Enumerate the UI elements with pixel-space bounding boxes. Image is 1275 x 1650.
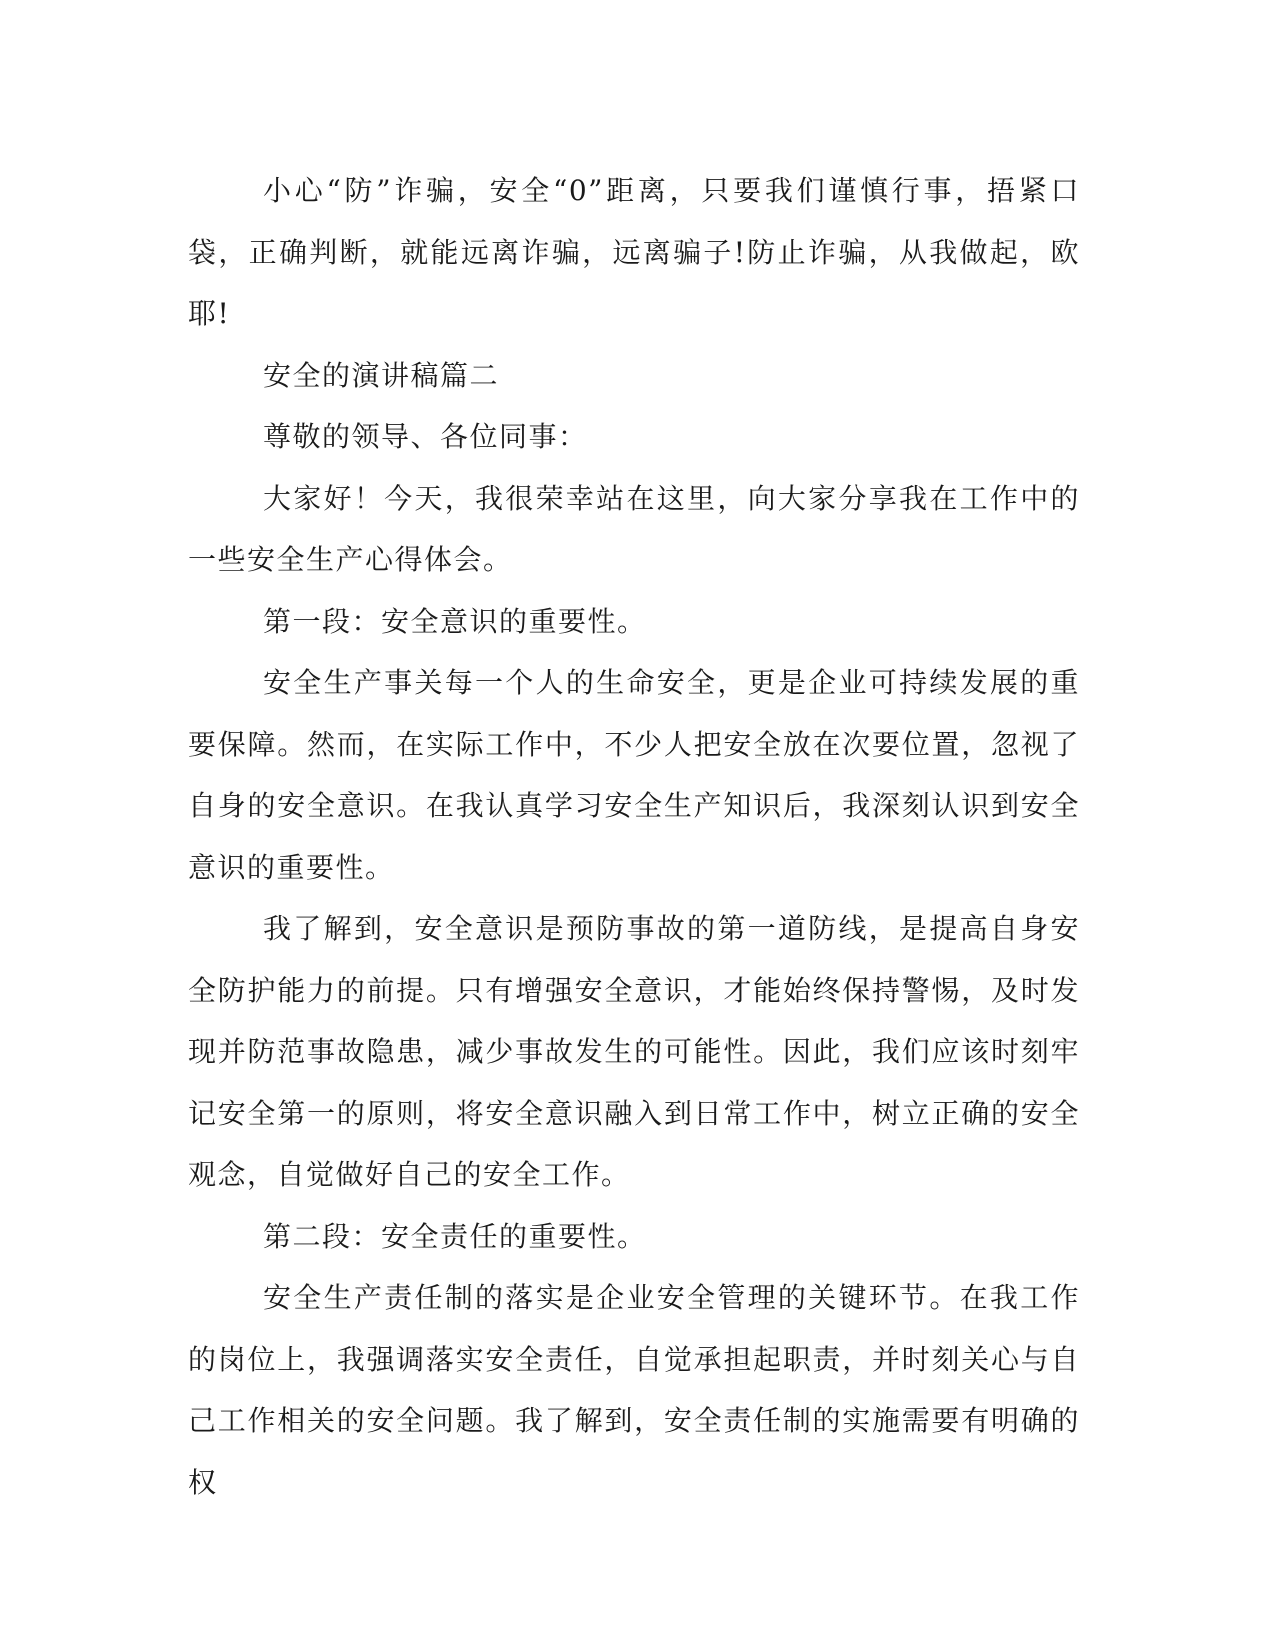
paragraph-anti-fraud-closing: 小心“防”诈骗，安全“0”距离，只要我们谨慎行事，捂紧口袋，正确判断，就能远离诈骗，远离骗子!防止诈骗，从我做起，欧耶! <box>188 174 1080 330</box>
paragraph-safety-awareness-detail: 我了解到，安全意识是预防事故的第一道防线，是提高自身安全防护能力的前提。只有增强安全意识，才能始终保持警惕，及时发现并防范事故隐患，减少事故发生的可能性。因此，我们应该时刻牢记安全第一的原则，将安全意识融入到日常工作中，树立正确的安全观念，自觉做好自己的安全工作。 <box>188 912 1080 1191</box>
document-body <box>188 160 1080 1513</box>
paragraph-greeting: 大家好！今天，我很荣幸站在这里，向大家分享我在工作中的一些安全生产心得体会。 <box>188 481 1080 576</box>
salutation: 尊敬的领导、各位同事： <box>263 420 588 453</box>
subheading-safety-responsibility: 第二段：安全责任的重要性。 <box>263 1219 647 1253</box>
subheading-safety-awareness: 第一段：安全意识的重要性。 <box>263 604 647 638</box>
section-heading-speech-two: 安全的演讲稿篇二 <box>263 358 500 392</box>
paragraph-safety-responsibility: 安全生产责任制的落实是企业安全管理的关键环节。在我工作的岗位上，我强调落实安全责任，自觉承担起职责，并时刻关心与自己工作相关的安全问题。我了解到，安全责任制的实施需要有明确的权 <box>188 1281 1080 1499</box>
paragraph-safety-awareness-intro: 安全生产事关每一个人的生命安全，更是企业可持续发展的重要保障。然而，在实际工作中，不少人把安全放在次要位置，忽视了自身的安全意识。在我认真学习安全生产知识后，我深刻认识到安全意识的重要性。 <box>188 666 1080 884</box>
